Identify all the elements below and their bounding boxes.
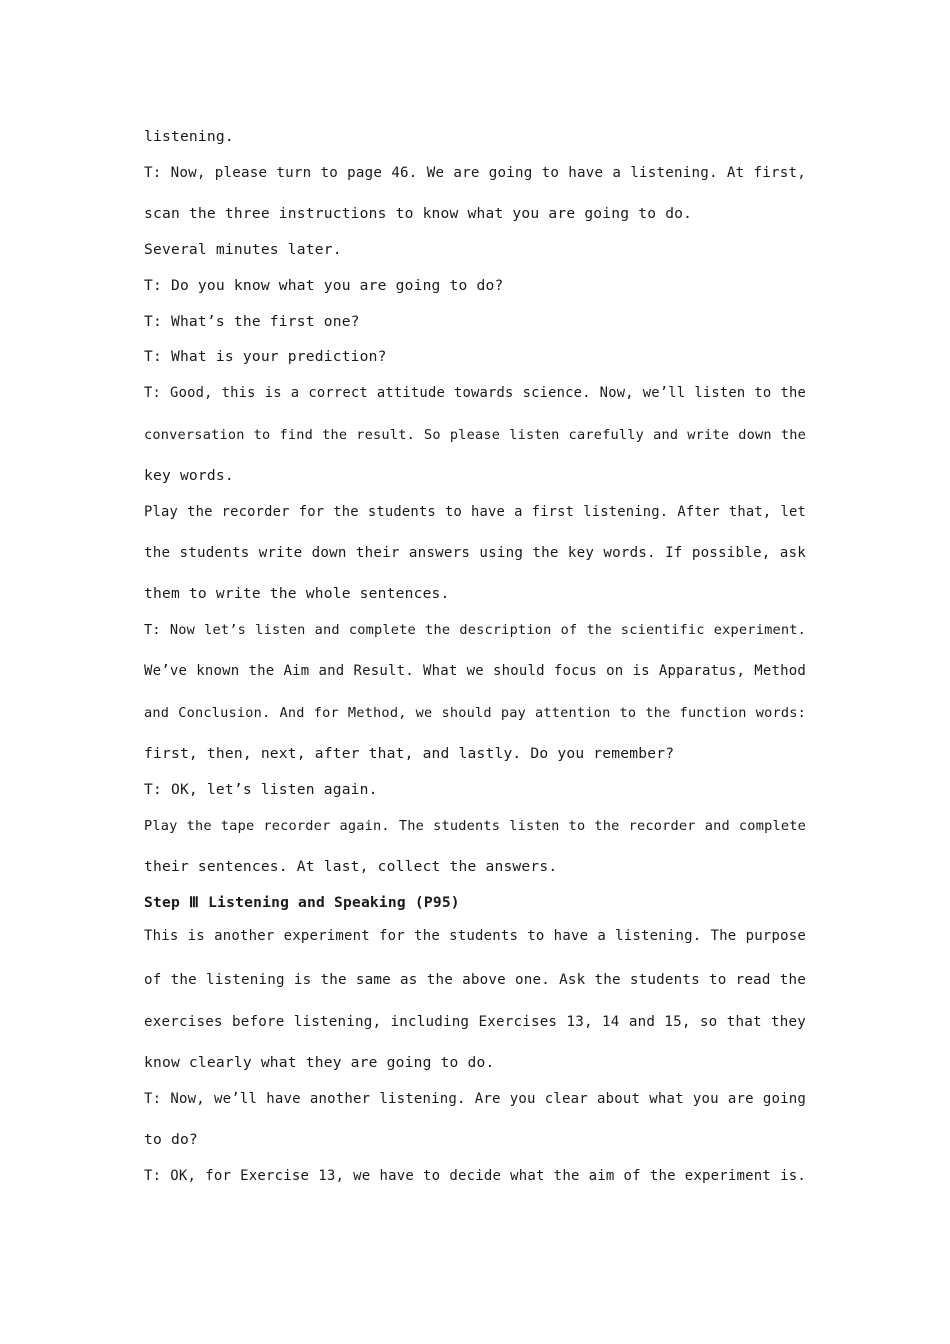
text-line: T: Now, please turn to page 46. We are going to have a listening. At first, [144, 165, 806, 181]
text-line: T: Do you know what you are going to do? [144, 277, 504, 294]
text-line: exercises before listening, including Exercises 13, 14 and 15, so that they [144, 1014, 806, 1030]
text-line: their sentences. At last, collect the answers. [144, 858, 558, 875]
text-line: We’ve known the Aim and Result. What we should focus on is Apparatus, Method [144, 663, 806, 679]
text-line: them to write the whole sentences. [144, 585, 450, 602]
text-line: know clearly what they are going to do. [144, 1054, 495, 1071]
text-line: and Conclusion. And for Method, we should pay attention to the function words: [144, 705, 806, 721]
text-line: T: What is your prediction? [144, 348, 387, 365]
text-line: T: OK, let’s listen again. [144, 781, 378, 798]
text-line: T: What’s the first one? [144, 313, 360, 330]
text-line: first, then, next, after that, and lastly. Do you remember? [144, 745, 675, 762]
text-line: key words. [144, 467, 234, 484]
text-line: This is another experiment for the students to have a listening. The purpose [144, 928, 806, 944]
text-line: the students write down their answers using the key words. If possible, ask [144, 545, 806, 561]
text-line: T: Good, this is a correct attitude towards science. Now, we’ll listen to the [144, 385, 806, 401]
text-line: scan the three instructions to know what you are going to do. [144, 205, 693, 222]
section-heading: Step Ⅲ Listening and Speaking (P95) [144, 894, 460, 911]
text-line: conversation to find the result. So please listen carefully and write down the [144, 427, 806, 443]
text-line: T: OK, for Exercise 13, we have to decide what the aim of the experiment is. [144, 1168, 806, 1184]
text-line: T: Now let’s listen and complete the description of the scientific experiment. [144, 622, 806, 638]
text-line: listening. [144, 128, 234, 145]
text-line: to do? [144, 1131, 198, 1148]
text-line: Play the tape recorder again. The students listen to the recorder and complete [144, 818, 806, 834]
text-line: Several minutes later. [144, 241, 342, 258]
text-line: of the listening is the same as the above one. Ask the students to read the [144, 972, 806, 988]
text-line: T: Now, we’ll have another listening. Are you clear about what you are going [144, 1091, 806, 1107]
text-line: Play the recorder for the students to have a first listening. After that, let [144, 504, 806, 520]
